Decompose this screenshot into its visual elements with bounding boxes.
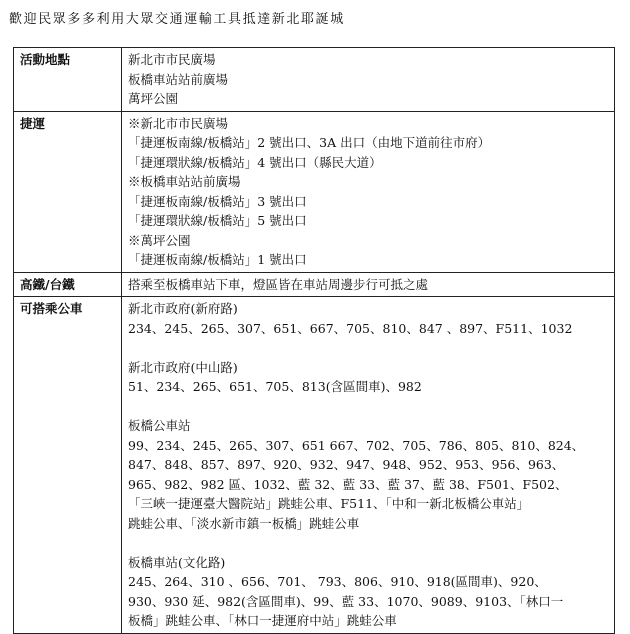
bus-stop-name: 新北市政府(中山路) xyxy=(128,359,238,375)
bus-content xyxy=(122,297,615,634)
mrt-line: ※新北市市民廣場 xyxy=(128,115,229,131)
table-row-rail xyxy=(14,272,615,297)
mrt-line: 「捷運環狀線/板橋站」4 號出口（縣民大道） xyxy=(128,154,382,170)
bus-route-line: 99、234、245、265、307、651 667、702、705、786、805、810、824、 xyxy=(128,437,585,453)
table-row-mrt xyxy=(14,111,615,272)
mrt-label: 捷運 xyxy=(14,111,122,272)
bus-stop-name: 新北市政府(新府路) xyxy=(128,301,238,316)
venue-line: 新北市市民廣場 xyxy=(128,52,216,67)
bus-route-line: 跳蛙公車、「淡水新市鎮一板橋」跳蛙公車 xyxy=(128,515,360,531)
spacer xyxy=(128,533,609,553)
mrt-line: 「捷運板南線/板橋站」3 號出口 xyxy=(128,193,307,209)
bus-label: 可搭乘公車 xyxy=(14,297,122,634)
spacer xyxy=(128,338,609,358)
mrt-line: ※板橋車站站前廣場 xyxy=(128,174,241,189)
mrt-line: ※萬坪公園 xyxy=(128,232,191,248)
venue-line: 萬坪公園 xyxy=(128,91,179,106)
venue-line: 板橋車站站前廣場 xyxy=(128,71,229,87)
rail-label: 高鐵/台鐵 xyxy=(14,272,122,297)
bus-route-line: 965、982、982 區、1032、藍 32、藍 33、藍 37、藍 38、F501、F502、 xyxy=(128,476,568,492)
venue-content xyxy=(122,48,615,112)
bus-route-line: 234、245、265、307、651、667、705、810、847 、897、F511、1032 xyxy=(128,320,573,336)
bus-stop-name: 板橋車站(文化路) xyxy=(128,554,226,570)
mrt-line: 「捷運板南線/板橋站」1 號出口 xyxy=(128,252,307,267)
bus-route-line: 245、264、310 、656、701、 793、806、910、918(區間車)、920、 xyxy=(128,574,547,589)
bus-route-line: 「三峽一捷運臺大醫院站」跳蛙公車、F511、「中和一新北板橋公車站」 xyxy=(128,496,530,511)
bus-route-line: 51、234、265、651、705、813(含區間車)、982 xyxy=(128,379,422,394)
rail-text: 搭乘至板橋車站下車，燈區皆在車站周邊步行可抵之處 xyxy=(128,276,429,292)
bus-route-line: 847、848、857、897、920、932、947、948、952、953、956、963、 xyxy=(128,457,565,472)
mrt-content xyxy=(122,111,615,272)
table-row-bus xyxy=(14,297,615,634)
spacer xyxy=(128,397,609,417)
mrt-line: 「捷運板南線/板橋站」2 號出口、3A 出口（由地下道前往市府） xyxy=(128,135,491,150)
bus-route-line: 板橋」跳蛙公車、「林口一捷運府中站」跳蛙公車 xyxy=(128,613,397,628)
table-row-venue xyxy=(14,48,615,112)
bus-stop-name: 板橋公車站 xyxy=(128,418,191,433)
bus-route-line: 930、930 延、982(含區間車)、99、藍 33、1070、9089、9103、「林口一 xyxy=(128,593,564,609)
transport-info-table xyxy=(13,47,615,634)
page-title: 歡迎民眾多多利用大眾交通運輸工具抵達新北耶誕城 xyxy=(9,12,345,27)
rail-content xyxy=(122,272,615,297)
venue-label: 活動地點 xyxy=(14,48,122,112)
mrt-line: 「捷運環狀線/板橋站」5 號出口 xyxy=(128,213,307,228)
